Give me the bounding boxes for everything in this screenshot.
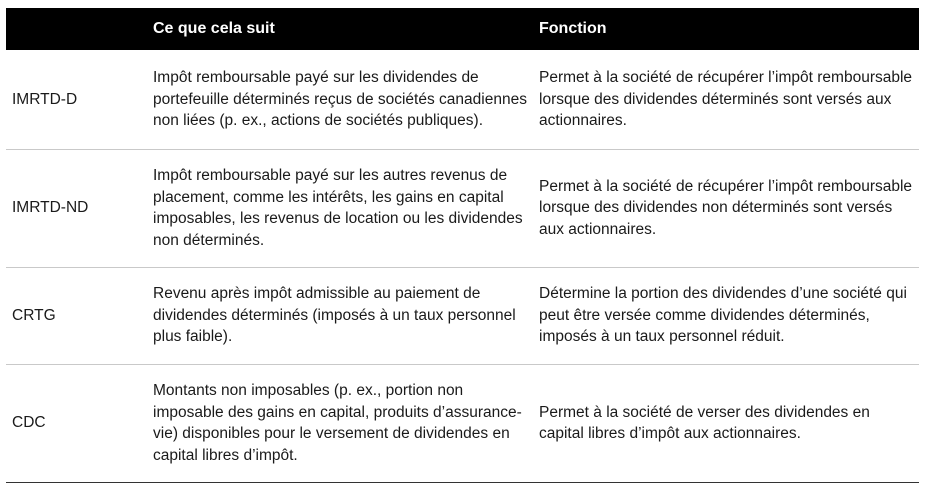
table-body — [6, 50, 919, 482]
tracks-cell: Impôt remboursable payé sur les dividendes de portefeuille déterminés reçus de sociétés canadiennes non liées (p. ex., actions de sociétés publiques). — [149, 50, 533, 149]
header-row — [6, 8, 919, 50]
tracks-cell: Montants non imposables (p. ex., portion non imposable des gains en capital, produits d’assurance-vie) disponibles pour le versement de dividendes en capital libres d’impôt. — [149, 364, 533, 482]
function-cell: Permet à la société de récupérer l’impôt remboursable lorsque des dividendes déterminés sont versés aux actionnaires. — [533, 50, 919, 149]
header-tracks: Ce que cela suit — [149, 8, 533, 50]
tax-accounts-table-container — [6, 8, 919, 483]
header-account — [6, 8, 149, 50]
header-function: Fonction — [533, 8, 919, 50]
tracks-cell: Revenu après impôt admissible au paiement de dividendes déterminés (imposés à un taux personnel plus faible). — [149, 267, 533, 364]
function-cell: Permet à la société de récupérer l’impôt remboursable lorsque des dividendes non déterminés sont versés aux actionnaires. — [533, 149, 919, 267]
table-row — [6, 364, 919, 482]
tracks-cell: Impôt remboursable payé sur les autres revenus de placement, comme les intérêts, les gains en capital imposables, les revenus de location ou les dividendes non déterminés. — [149, 149, 533, 267]
table-row — [6, 149, 919, 267]
table-row — [6, 50, 919, 149]
account-cell: IMRTD-D — [6, 50, 149, 149]
account-cell: IMRTD-ND — [6, 149, 149, 267]
tax-accounts-table — [6, 8, 919, 483]
table-header — [6, 8, 919, 50]
account-cell: CRTG — [6, 267, 149, 364]
function-cell: Détermine la portion des dividendes d’une société qui peut être versée comme dividendes déterminés, imposés à un taux personnel réduit. — [533, 267, 919, 364]
function-cell: Permet à la société de verser des dividendes en capital libres d’impôt aux actionnaires. — [533, 364, 919, 482]
table-row — [6, 267, 919, 364]
account-cell: CDC — [6, 364, 149, 482]
